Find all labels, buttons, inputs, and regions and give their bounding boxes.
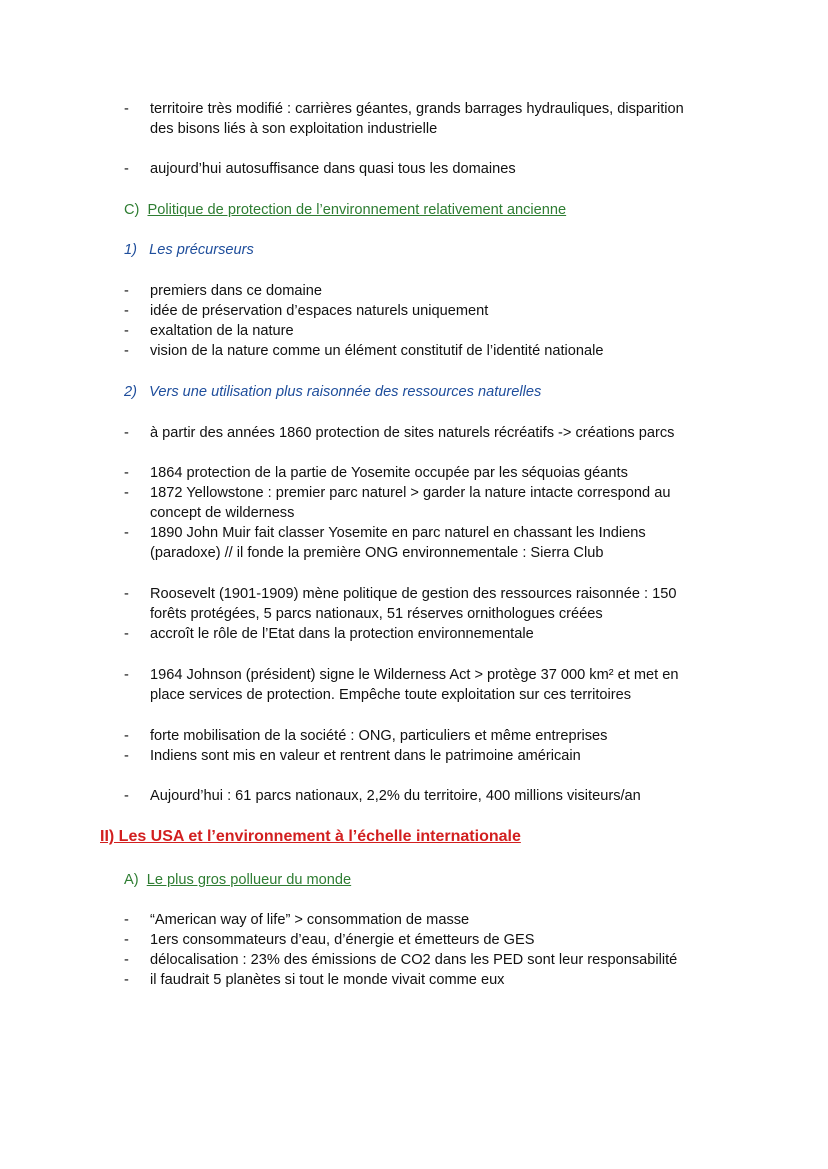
list-item-text: 1ers consommateurs d’eau, d’énergie et émetteurs de GES <box>150 932 535 948</box>
bullet-dash: - <box>124 525 129 541</box>
list-item-text: territoire très modifié : carrières géantes, grands barrages hydrauliques, disparition <box>150 101 684 117</box>
section-title: Politique de protection de l’environnement relativement ancienne <box>147 202 567 218</box>
bullet-dash: - <box>124 343 129 359</box>
bullet-dash: - <box>124 323 129 339</box>
list-item-text: aujourd’hui autosuffisance dans quasi tous les domaines <box>150 161 516 177</box>
bullet-dash: - <box>124 101 129 117</box>
bullet-dash: - <box>124 667 129 683</box>
list-item-text: des bisons liés à son exploitation industrielle <box>150 121 438 137</box>
bullet-dash: - <box>124 425 129 441</box>
list-item-text: forte mobilisation de la société : ONG, particuliers et même entreprises <box>150 728 608 744</box>
bullet-dash: - <box>124 748 129 764</box>
bullet-dash: - <box>124 728 129 744</box>
list-item-text: idée de préservation d’espaces naturels uniquement <box>150 303 489 319</box>
section-marker: C) <box>124 202 140 218</box>
list-item-text: Indiens sont mis en valeur et rentrent dans le patrimoine américain <box>150 748 581 764</box>
bullet-dash: - <box>124 912 129 928</box>
list-item-text: place services de protection. Empêche toute exploitation sur ces territoires <box>150 687 632 703</box>
bullet-dash: - <box>124 626 129 642</box>
list-item-text: 1964 Johnson (président) signe le Wilderness Act > protège 37 000 km² et met en <box>150 667 679 683</box>
bullet-dash: - <box>124 932 129 948</box>
bullet-dash: - <box>124 485 129 501</box>
section-marker: A) <box>124 872 139 888</box>
section-title: II) Les USA et l’environnement à l’échelle internationale <box>100 828 521 845</box>
bullet-dash: - <box>124 465 129 481</box>
subsection-title: Les précurseurs <box>149 242 254 258</box>
bullet-dash: - <box>124 788 129 804</box>
list-item-text: Aujourd’hui : 61 parcs nationaux, 2,2% du territoire, 400 millions visiteurs/an <box>150 788 641 804</box>
list-item-text: forêts protégées, 5 parcs nationaux, 51 réserves ornithologues créées <box>150 606 603 622</box>
bullet-dash: - <box>124 283 129 299</box>
list-item-text: à partir des années 1860 protection de sites naturels récréatifs -> créations parcs <box>150 425 675 441</box>
bullet-dash: - <box>124 972 129 988</box>
list-item-text: 1872 Yellowstone : premier parc naturel > garder la nature intacte correspond au <box>150 485 671 501</box>
list-item-text: (paradoxe) // il fonde la première ONG environnementale : Sierra Club <box>150 545 604 561</box>
subsection-marker: 2) <box>124 384 137 400</box>
list-item-text: il faudrait 5 planètes si tout le monde vivait comme eux <box>150 972 505 988</box>
list-item-text: exaltation de la nature <box>150 323 294 339</box>
list-item-text: 1890 John Muir fait classer Yosemite en parc naturel en chassant les Indiens <box>150 525 646 541</box>
bullet-dash: - <box>124 161 129 177</box>
list-item-text: “American way of life” > consommation de masse <box>150 912 470 928</box>
subsection-title: Vers une utilisation plus raisonnée des ressources naturelles <box>149 384 542 400</box>
list-item-text: Roosevelt (1901-1909) mène politique de gestion des ressources raisonnée : 150 <box>150 586 677 602</box>
list-item-text: concept de wilderness <box>150 505 295 521</box>
bullet-dash: - <box>124 952 129 968</box>
bullet-dash: - <box>124 586 129 602</box>
section-title: Le plus gros pollueur du monde <box>146 872 352 888</box>
subsection-marker: 1) <box>124 242 137 258</box>
bullet-dash: - <box>124 303 129 319</box>
list-item-text: vision de la nature comme un élément constitutif de l’identité nationale <box>150 343 604 359</box>
list-item-text: accroît le rôle de l’Etat dans la protection environnementale <box>150 626 534 642</box>
list-item-text: délocalisation : 23% des émissions de CO2 dans les PED sont leur responsabilité <box>150 952 678 968</box>
list-item-text: 1864 protection de la partie de Yosemite occupée par les séquoias géants <box>150 465 628 481</box>
list-item-text: premiers dans ce domaine <box>150 283 322 299</box>
